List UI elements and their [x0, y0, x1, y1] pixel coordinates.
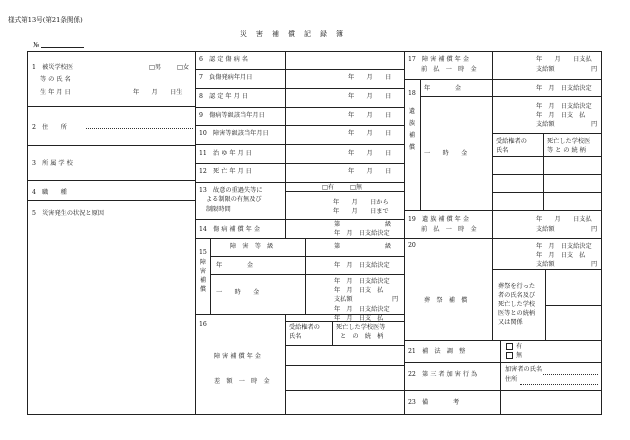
r19-amount-label: 支給額	[536, 226, 555, 233]
r18-lump-decided: 年 月 日支給決定	[536, 103, 592, 110]
r9-date: 年 月 日	[348, 112, 392, 119]
r19-label-2: 前 払 一 時 金	[421, 226, 477, 233]
number-label: №	[33, 41, 40, 49]
r16-annuity-label: 障 害 補 償 年 金	[214, 353, 261, 360]
r15-lump-yen: 円	[392, 296, 399, 303]
r18-beneficiary-2: 氏名	[496, 147, 509, 154]
gender-female[interactable]: □女	[177, 64, 190, 71]
r14-grade-prefix: 第	[334, 221, 341, 228]
r14-label: 14 傷 病 補 償 年 金	[199, 226, 261, 233]
r11-date: 年 月 日	[348, 150, 392, 157]
r15-lump-paydate: 年 月 日支 払	[334, 287, 384, 294]
r13-label-2: よる制限の有無及び	[206, 196, 262, 203]
page-title: 災 害 補 償 記 録 簿	[240, 30, 344, 38]
f4-label: 4 職 種	[32, 189, 67, 196]
r15-grade-label: 障 害 等 級	[230, 243, 274, 250]
r20-funeral-3: 死亡した学校	[498, 301, 536, 308]
r15-lump-amount-label: 支払額	[334, 296, 353, 303]
number-underline	[41, 47, 84, 48]
form-number: 様式第13号(第21条関係)	[8, 16, 83, 24]
r22-address-label: 住所	[505, 376, 518, 383]
r20-funeral-1: 葬祭を行った	[498, 283, 536, 290]
r20-funeral-label: 葬 祭 補 償	[424, 297, 468, 304]
r18-relation-1: 死亡した学校医	[547, 138, 591, 145]
r17-label-1: 17 障 害 補 償 年 金	[408, 56, 470, 63]
r7-label: 7 負傷発病年月日	[199, 74, 253, 81]
r20-yen: 円	[591, 261, 598, 268]
r15-vertical-label: 障害補償	[199, 259, 207, 293]
r15-annuity-label: 年 金	[216, 262, 254, 269]
r15-grade-suffix: 級	[385, 243, 392, 250]
r8-date: 年 月 日	[348, 93, 392, 100]
r18-annuity-decided: 年 月 日支給決定	[536, 85, 592, 92]
r16-top-paydate: 年 月 日支 払	[334, 315, 384, 322]
r13-label-1: 13 故意の重過失等に	[199, 187, 263, 194]
r16-number: 16	[199, 321, 207, 328]
r20-funeral-4: 医等との続柄	[498, 310, 536, 317]
r13-from: 年 月 日から	[333, 199, 389, 206]
f1-label-2: 等 の 氏 名	[40, 76, 71, 83]
r20-paydate: 年 月 日支 払	[536, 252, 586, 259]
r16-relation-2: と の 続 柄	[340, 333, 384, 340]
r20-funeral-2: 者の氏名及び	[498, 292, 536, 299]
r21-label: 21 補 法 調 整	[408, 348, 466, 355]
r16-lumpsum-label: 差 額 一 時 金	[214, 378, 270, 385]
r10-date: 年 月 日	[348, 130, 392, 137]
r9-label: 9 傷病等級該当年月日	[199, 112, 265, 119]
r16-relation-1: 死亡した学校医等	[336, 324, 386, 331]
r18-lump-yen: 円	[591, 121, 598, 128]
r15-annuity-decided: 年 月 日支給決定	[334, 262, 390, 269]
f3-label: 3 所 属 学 校	[32, 160, 73, 167]
r14-grade-suffix: 級	[385, 221, 392, 228]
birth-date: 年 月 日生	[133, 89, 183, 96]
address-dotted-line	[86, 128, 193, 129]
divider-col2	[404, 51, 405, 415]
divider-col1	[195, 51, 196, 415]
r20-funeral-5: 又は関係	[498, 319, 523, 326]
r13-label-3: 制限時間	[206, 206, 231, 213]
r21-none[interactable]: 無	[506, 352, 522, 359]
r18-lump-label: 一 時 金	[424, 150, 468, 157]
r18-beneficiary-1: 受給権者の	[496, 138, 527, 145]
r14-pay-decided: 年 月 日支給決定	[334, 230, 390, 237]
r19-label-1: 19 遺 族 補 償 年 金	[408, 216, 470, 223]
r15-grade-prefix: 第	[334, 243, 341, 250]
r15-lump-decided: 年 月 日支給決定	[334, 278, 390, 285]
r20-number: 20	[408, 242, 416, 249]
f2-label: 2 住 所	[32, 124, 67, 131]
r6-label: 6 認 定 傷 病 名	[199, 56, 248, 63]
r11-label: 11 治 ゆ 年 月 日	[199, 150, 252, 157]
r10-label: 10 障害等級該当年月日	[199, 130, 269, 137]
r18-relation-2: 等 と の 続 柄	[547, 147, 586, 154]
r17-paydate: 年 月 日支払	[536, 56, 592, 63]
r12-label: 12 死 亡 年 月 日	[199, 168, 252, 175]
r13-has[interactable]: □有	[322, 184, 335, 191]
gender-male[interactable]: □男	[149, 64, 162, 71]
f1-label-1: 1 被災学校医	[32, 64, 74, 71]
r17-amount-label: 支給額	[536, 66, 555, 73]
r16-beneficiary-2: 氏名	[289, 333, 302, 340]
r16-beneficiary-1: 受給権者の	[289, 324, 320, 331]
r20-amount-label: 支給額	[536, 261, 555, 268]
r21-has-checkbox[interactable]	[506, 343, 513, 350]
r21-none-checkbox[interactable]	[506, 352, 513, 359]
r8-label: 8 認 定 年 月 日	[199, 93, 248, 100]
r13-until: 年 月 日まで	[333, 208, 389, 215]
r13-none[interactable]: □無	[350, 184, 363, 191]
r18-lump-amount-label: 支給額	[536, 121, 555, 128]
r19-yen: 円	[591, 226, 598, 233]
r18-number: 18	[408, 90, 416, 97]
r18-vertical-label: 遺族補償	[408, 108, 416, 151]
r17-yen: 円	[591, 66, 598, 73]
r18-annuity-label: 年 金	[424, 85, 462, 92]
r17-label-2: 前 払 一 時 金	[421, 66, 477, 73]
r23-label: 23 備 考	[408, 399, 460, 406]
r19-paydate: 年 月 日支払	[536, 216, 592, 223]
r15-number: 15	[199, 249, 207, 256]
r20-decided: 年 月 日支給決定	[536, 243, 592, 250]
r18-lump-paydate: 年 月 日支 払	[536, 112, 586, 119]
r15-lump-label: 一 時 金	[216, 289, 260, 296]
r7-date: 年 月 日	[348, 74, 392, 81]
r21-has[interactable]: 有	[506, 343, 522, 350]
f1-label-3: 生 年 月 日	[40, 89, 71, 96]
r12-date: 年 月 日	[348, 168, 392, 175]
r22-name-label: 加害者の氏名	[505, 366, 543, 373]
f5-label: 5 災害発生の状況と原因	[32, 210, 104, 217]
r16-top-decided: 年 月 日支給決定	[334, 306, 390, 313]
r22-label: 22 第 三 者 加 害 行 為	[408, 371, 478, 378]
